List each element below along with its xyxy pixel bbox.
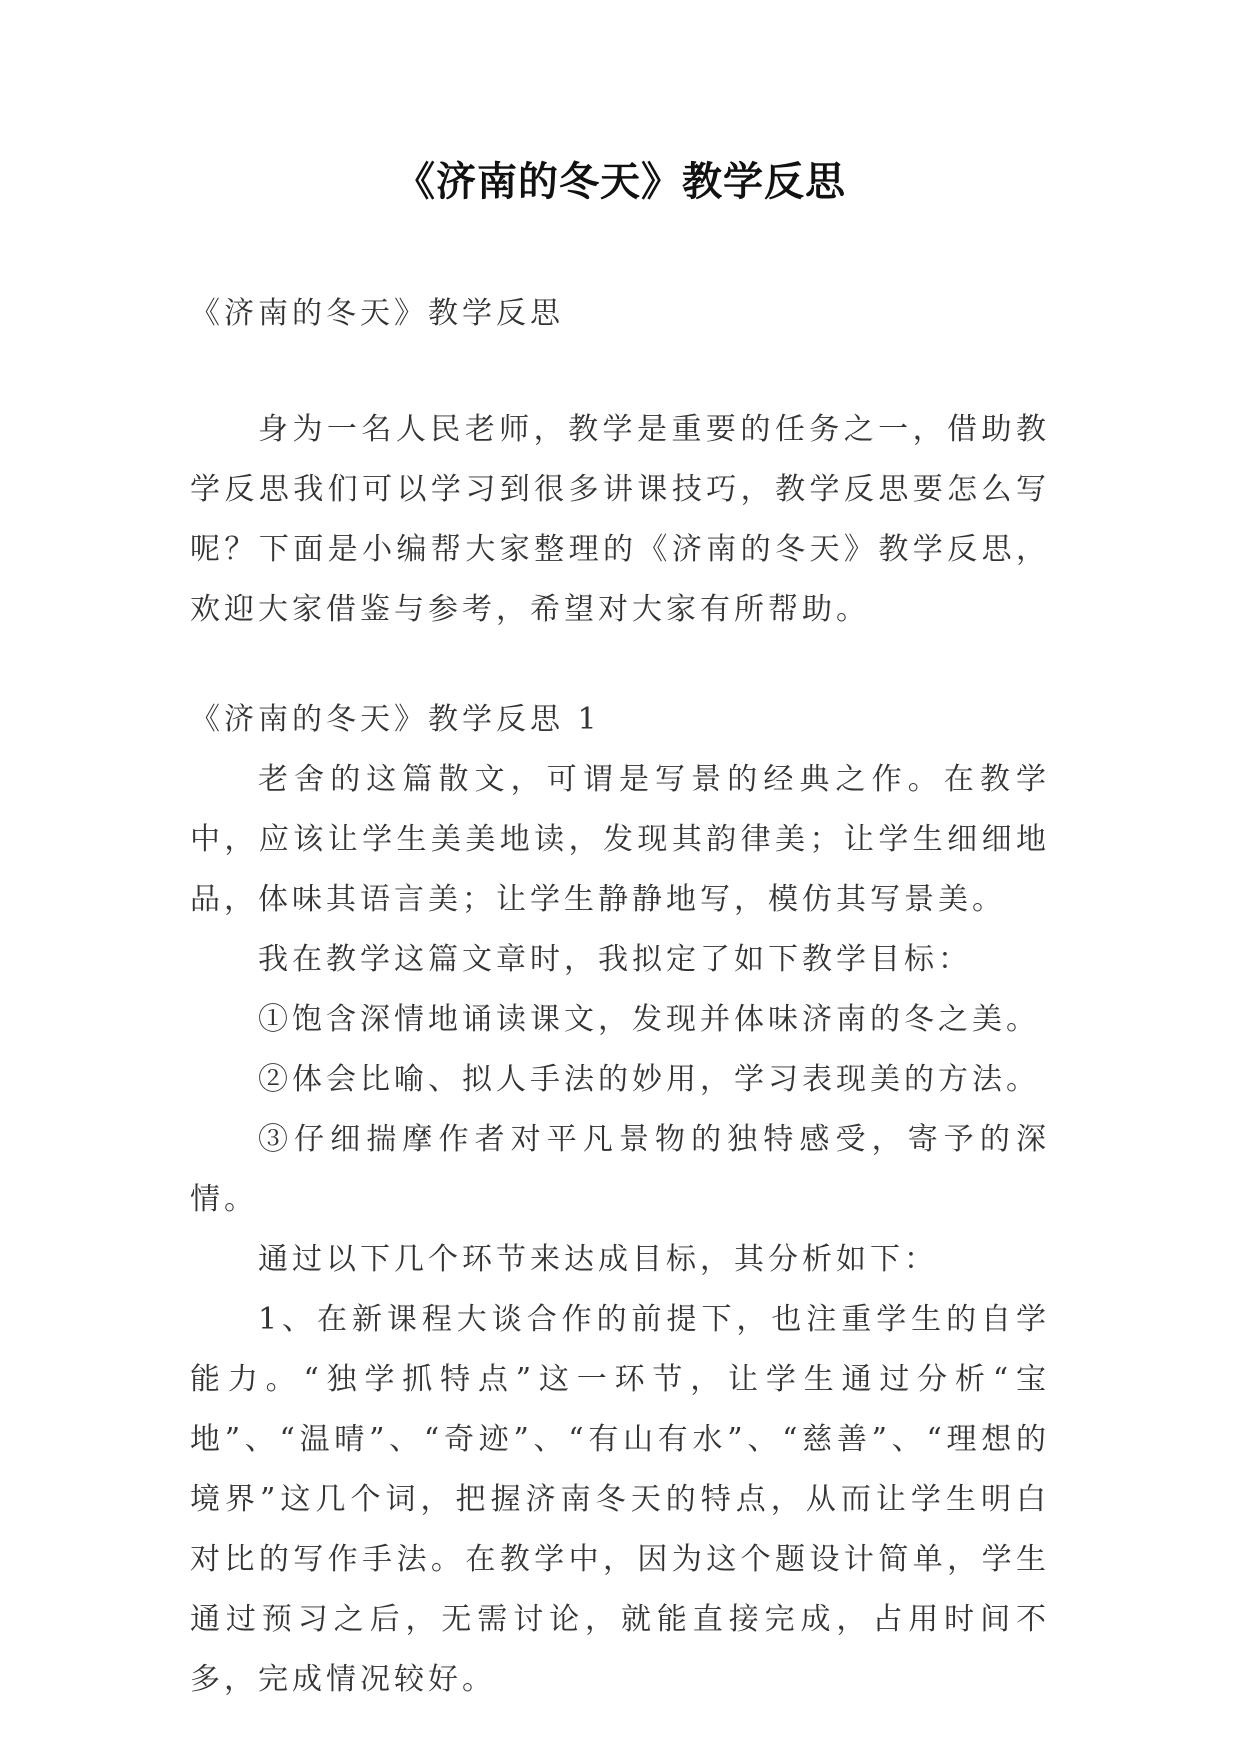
document-subtitle xyxy=(190,284,1050,344)
body-paragraph: 1、在新课程大谈合作的前提下，也注重学生的自学能力。“独学抓特点”这一环节，让学生通过分析“宝地”、“温晴”、“奇迹”、“有山有水”、“慈善”、“理想的境界”这几个词，把握济南冬天的特点，从而让学生明白对比的写作手法。在教学中，因为这个题设计简单，学生通过预习之后，无需讨论，就能直接完成，占用时间不多，完成情况较好。 xyxy=(190,1302,1050,1697)
goal-item: ②体会比喻、拟人手法的妙用，学习表现美的方法。 xyxy=(258,1062,1040,1097)
section-heading: 《济南的冬天》教学反思 1 xyxy=(190,702,601,737)
subtitle-text: 《济南的冬天》教学反思 xyxy=(190,296,564,331)
body-paragraph: 通过以下几个环节来达成目标，其分析如下： xyxy=(258,1242,938,1277)
intro-text: 身为一名人民老师，教学是重要的任务之一，借助教学反思我们可以学习到很多讲课技巧，教学反思要怎么写呢？下面是小编帮大家整理的《济南的冬天》教学反思，欢迎大家借鉴与参考，希望对大家有所帮助。 xyxy=(190,412,1050,627)
section-1 xyxy=(190,690,1050,1710)
intro-paragraph xyxy=(190,400,1050,640)
body-paragraph: 我在教学这篇文章时，我拟定了如下教学目标： xyxy=(258,942,972,977)
document-title: 《济南的冬天》教学反思 xyxy=(395,158,846,205)
goal-item: ①饱含深情地诵读课文，发现并体味济南的冬之美。 xyxy=(258,1002,1040,1037)
goal-item: ③仔细揣摩作者对平凡景物的独特感受，寄予的深情。 xyxy=(190,1122,1050,1217)
body-paragraph: 老舍的这篇散文，可谓是写景的经典之作。在教学中，应该让学生美美地读，发现其韵律美；让学生细细地品，体味其语言美；让学生静静地写，模仿其写景美。 xyxy=(190,762,1050,917)
